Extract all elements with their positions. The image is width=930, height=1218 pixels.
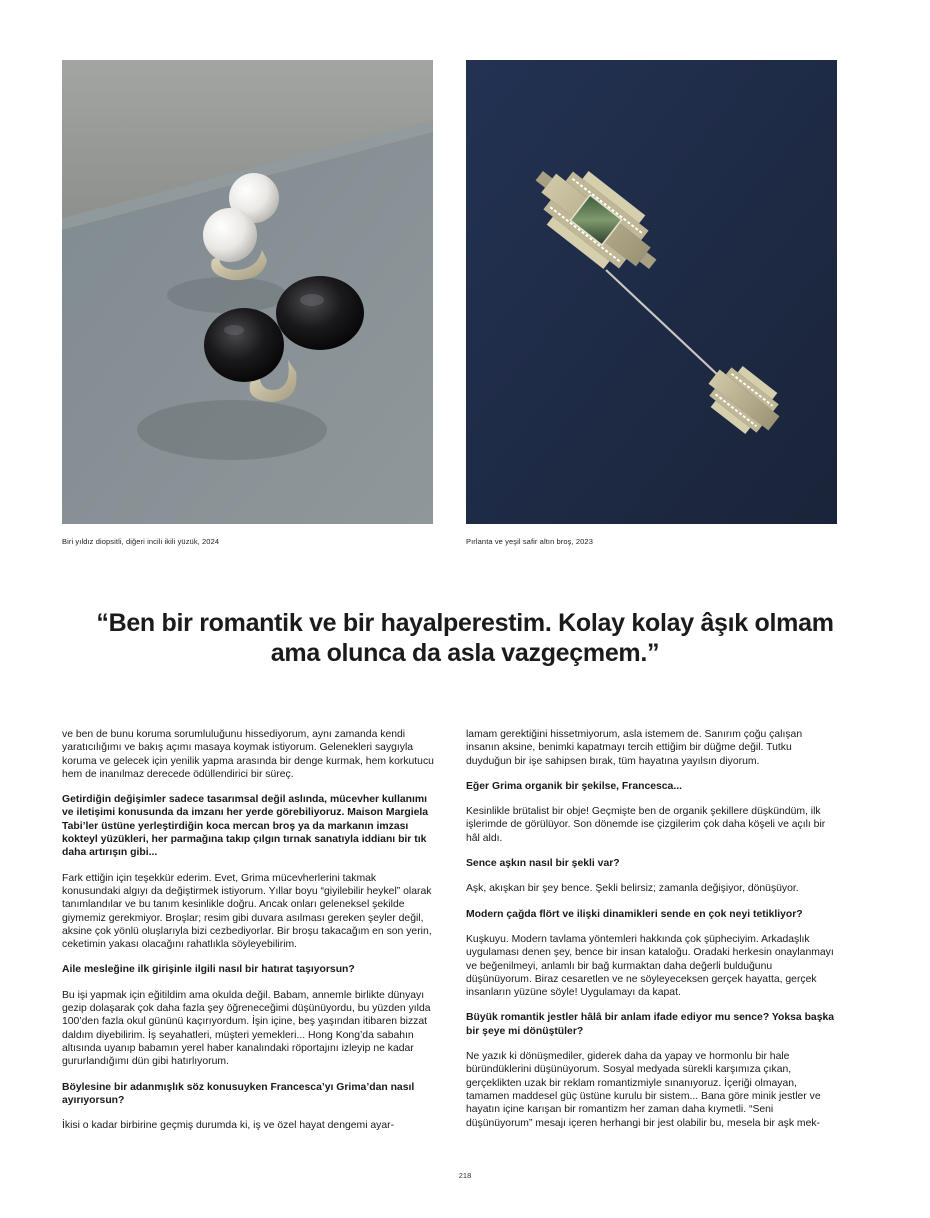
interview-question: Eğer Grima organik bir şekilse, Francesca... xyxy=(466,780,682,792)
paragraph: Fark ettiğin için teşekkür ederim. Evet, Grima mücevherlerini takmak konusundaki algıyı da değiştirmek istiyorum. Yıllar boyu “giyilebilir heykel” olarak tanımlandılar ve bu tanım kesinlikle doğru. Ancak onları geleneksel şekilde giymemiz gerekmiyor. Broşlar; resim gibi duvara asılması gereken şeyler değil, aksine çok yönlü oluşlarıyla bizi cezbediyorlar. Bir broşu takacağım en son yerin, ceketimin yakası olacağını rahatlıkla söyleyebilirim. xyxy=(62,872,432,951)
paragraph: lamam gerektiğini hissetmiyorum, asla istemem de. Sanırım çoğu çalışan insanın aksine, benimki kapatmayı tercih ettiğim bir düğme değil. Tutku duyduğun bir işe sahipsen bırak, tüm hayatına yayılsın diyorum. xyxy=(466,729,803,767)
paragraph: ve ben de bunu koruma sorumluluğunu hissediyorum, aynı zamanda kendi yaratıcılığımı ve bakış açımı masaya koymak istiyorum. Gelenekleri saygıyla koruma ve gelecek için yenilik yapma arasında bir denge kurmak, hem korkutucu hem de inanılmaz derecede ödüllendirici bir süreç. xyxy=(62,729,434,780)
interview-question: Büyük romantik jestler hâlâ bir anlam ifade ediyor mu sence? Yoksa başka bir şeye mi dönüştüler? xyxy=(466,1012,835,1037)
rings-illustration xyxy=(62,60,433,524)
interview-question: Böylesine bir adanmışlık söz konusuyken Francesca’yı Grima’dan nasıl ayırıyorsun? xyxy=(62,1081,415,1106)
brooch-photo-caption: Pırlanta ve yeşil safir altın broş, 2023 xyxy=(466,537,593,546)
interview-question: Modern çağda flört ve ilişki dinamikleri sende en çok neyi tetikliyor? xyxy=(466,908,803,920)
paragraph: İkisi o kadar birbirine geçmiş durumda ki, iş ve özel hayat dengemi ayar- xyxy=(62,1120,395,1132)
pull-quote: “Ben bir romantik ve bir hayalperestim. Kolay kolay âşık olmam ama olunca da asla vazgeçmem.” xyxy=(96,609,834,667)
article-column-left xyxy=(62,728,434,1132)
brooch-photo xyxy=(466,60,837,524)
interview-question: Getirdiğin değişimler sadece tasarımsal değil aslında, mücevher kullanımı ve iletişimi konusunda da imzanı her yerde görebiliyoruz. Maison Margiela Tabi’ler üstüne yerleştirdiğin koca mercan broş ya da markanın imzası kokteyl yüzükleri, her parmağına takıp çılgın tırnak sanatıyla iddianı bir tık daha artırışın gibi... xyxy=(62,794,429,859)
article-column-right xyxy=(466,728,838,1130)
paragraph: Aşk, akışkan bir şey bence. Şekli belirsiz; zamanla değişiyor, dönüşüyor. xyxy=(466,883,799,895)
rings-photo xyxy=(62,60,433,524)
paragraph: Ne yazık ki dönüşmediler, giderek daha da yapay ve hormonlu bir hale büründüklerini düşünüyorum. Sosyal medyada sürekli karşımıza çıkan, gerçeklikten uzak bir reklam romantizmiyle sınanıyoruz. İçeriği olmayan, tamamen maddesel güç üstüne kurulu bir sistem... Bana göre minik jestler ve hayatın içine karışan bir romantizm her zaman daha kıymetli. “Seni düşünüyorum” mesajı içeren herhangi bir jest olabilir bu, mesela bir aşk mek- xyxy=(466,1051,821,1129)
interview-question: Aile mesleğine ilk girişinle ilgili nasıl bir hatırat taşıyorsun? xyxy=(62,964,355,976)
paragraph: Kuşkuyu. Modern tavlama yöntemleri hakkında çok şüpheciyim. Arkadaşlık uygulaması denen şey, bence bir insan kataloğu. Oradaki herkesin onaylanmayı ve beğenilmeyi, anlamlı bir bağ kurmaktan daha değerli bulduğunu düşünüyorum. Biraz cesaretlen ve ne söyleyeceksen gerçek hayatta, gerçek insanların yüzüne söyle! Uygulamayı da kapat. xyxy=(466,933,834,999)
rings-photo-caption: Biri yıldız diopsitli, diğeri incili ikili yüzük, 2024 xyxy=(62,537,220,546)
paragraph: Kesinlikle brütalist bir obje! Geçmişte ben de organik şekillere düşkündüm, ilk işlerimde de görülüyor. Son dönemde ise çizgilerim çok daha köşeli ve açılı bir hâl aldı. xyxy=(466,806,826,844)
interview-question: Sence aşkın nasıl bir şekli var? xyxy=(466,858,620,870)
brooch-illustration xyxy=(466,60,837,524)
paragraph: Bu işi yapmak için eğitildim ama okulda değil. Babam, annemle birlikte dünyayı gezip dolaşarak çok daha fazla şey öğreneceğimi düşünüyordu, bu yüzden yılda 100’den fazla okul gününü kaçırıyordum. İşin içine, beş yaşından itibaren bizzat daldım diyebilirim. İş seyahatleri, müşteri yemekleri... Hong Kong’da sabahın altısında uyanıp babamın yerel haber kanalındaki röportajını izleyip ne kadar gururlandığımı dün gibi hatırlıyorum. xyxy=(62,989,431,1068)
page-number: 218 xyxy=(458,1171,472,1180)
